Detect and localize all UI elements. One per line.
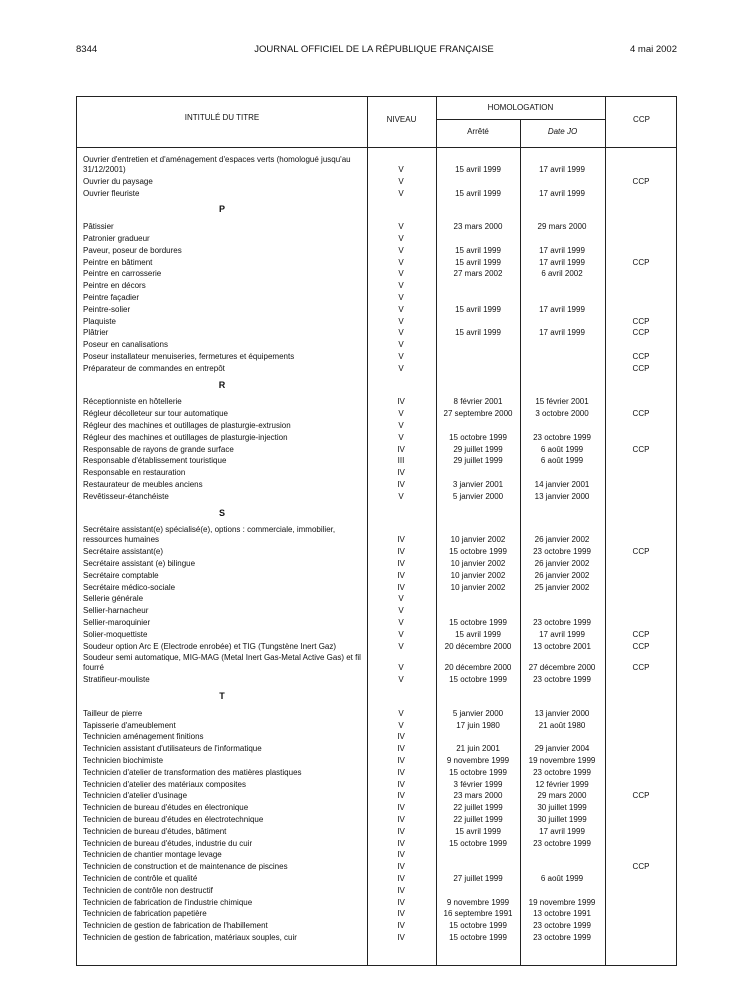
row-title-text: Technicien de fabrication de l'industrie chimique xyxy=(83,897,253,907)
cell-niveau: V xyxy=(398,165,404,174)
cell-arrete: 20 décembre 2000 xyxy=(444,663,512,673)
row-title xyxy=(83,258,363,268)
row-title-text: Technicien biochimiste xyxy=(83,756,164,765)
row-title xyxy=(83,630,363,640)
cell-date-jo: 23 octobre 1999 xyxy=(533,547,591,557)
cell-ccp: CCP xyxy=(632,316,650,326)
row-title-text: Secrétaire assistant (e) bilingue xyxy=(83,559,196,568)
cell-arrete: 15 avril 1999 xyxy=(455,245,501,255)
cell-date-jo: 25 janvier 2002 xyxy=(534,582,590,592)
row-title-text: Responsable d'établissement touristique xyxy=(83,456,227,466)
row-title xyxy=(83,571,363,581)
row-title xyxy=(83,874,363,884)
row-title xyxy=(83,744,363,754)
cell-niveau: V xyxy=(398,432,404,442)
cell-arrete: 23 mars 2000 xyxy=(453,791,503,801)
row-title xyxy=(83,281,363,291)
cell-date-jo: 6 août 1999 xyxy=(540,456,584,466)
row-title xyxy=(83,780,363,790)
row-title-text: Soudeur semi automatique, MIG-MAG (Metal Inert Gas-Metal Active Gas) et fil fourré xyxy=(83,653,361,673)
cell-arrete: 15 avril 1999 xyxy=(455,328,501,338)
cell-date-jo: 17 avril 1999 xyxy=(539,257,585,267)
cell-niveau: V xyxy=(398,594,404,604)
section-letter: S xyxy=(218,507,225,518)
cell-date-jo: 23 octobre 1999 xyxy=(533,675,591,685)
cell-arrete: 16 septembre 1991 xyxy=(443,909,513,919)
row-title-text: Technicien de bureau d'études, industrie du cuir xyxy=(83,838,253,848)
cell-niveau: V xyxy=(398,245,404,255)
cell-date-jo: 27 décembre 2000 xyxy=(528,663,596,673)
cell-date-jo: 15 février 2001 xyxy=(535,397,589,407)
cell-niveau: V xyxy=(398,188,404,198)
row-title xyxy=(83,709,363,719)
cell-arrete: 27 mars 2002 xyxy=(453,269,503,279)
cell-date-jo: 26 janvier 2002 xyxy=(534,535,590,545)
cell-arrete: 9 novembre 1999 xyxy=(446,756,510,765)
row-title-text: Technicien aménagement finitions xyxy=(83,732,204,742)
cell-arrete: 22 juillet 1999 xyxy=(453,803,503,813)
cell-niveau: IV xyxy=(397,756,405,765)
section-letter: T xyxy=(219,691,225,701)
row-title-text: Technicien assistant d'utilisateurs de l'informatique xyxy=(83,744,262,754)
cell-arrete: 10 janvier 2002 xyxy=(450,582,506,592)
header-ccp: CCP xyxy=(633,115,650,124)
cell-niveau: III xyxy=(397,456,405,466)
row-title xyxy=(83,234,363,244)
row-title-text: Pâtissier xyxy=(83,222,114,232)
cell-niveau: V xyxy=(398,629,404,639)
cell-date-jo: 3 octobre 2000 xyxy=(535,409,589,419)
cell-arrete: 15 avril 1999 xyxy=(455,165,501,174)
cell-niveau: IV xyxy=(397,767,405,777)
cell-arrete: 10 janvier 2002 xyxy=(450,559,506,568)
row-title xyxy=(83,675,363,685)
row-title-text: Peintre façadier xyxy=(83,293,140,302)
row-title-text: Sellier-maroquinier xyxy=(83,618,151,627)
cell-niveau: V xyxy=(398,675,404,685)
row-title xyxy=(83,933,363,943)
row-title xyxy=(83,583,363,593)
cell-niveau: IV xyxy=(397,803,405,813)
cell-arrete: 15 avril 1999 xyxy=(455,304,501,314)
cell-arrete: 15 octobre 1999 xyxy=(449,767,507,777)
cell-niveau: V xyxy=(398,618,404,627)
row-title xyxy=(83,456,363,466)
row-title xyxy=(83,886,363,896)
cell-niveau: V xyxy=(398,641,404,651)
cell-arrete: 17 juin 1980 xyxy=(456,720,500,730)
row-title-text: Peintre-solier xyxy=(83,304,131,314)
cell-niveau: V xyxy=(398,222,404,232)
row-title-text: Ouvrier d'entretien et d'aménagement d'espaces verts (homologué jusqu'au 31/12/2001) xyxy=(83,155,351,174)
cell-niveau: V xyxy=(398,293,404,302)
cell-niveau: V xyxy=(398,328,404,338)
cell-niveau: V xyxy=(398,340,404,350)
row-title xyxy=(83,397,363,407)
cell-date-jo: 29 mars 2000 xyxy=(537,222,587,232)
cell-ccp: CCP xyxy=(632,363,650,373)
row-title-text: Tapisserie d'ameublement xyxy=(83,720,176,730)
cell-niveau: V xyxy=(398,491,404,501)
cell-arrete: 5 janvier 2000 xyxy=(452,708,504,718)
row-title xyxy=(83,409,363,419)
cell-niveau: IV xyxy=(397,791,405,801)
cell-arrete: 20 décembre 2000 xyxy=(444,641,512,651)
row-title-text: Stratifieur-mouliste xyxy=(83,675,150,685)
cell-date-jo: 17 avril 1999 xyxy=(539,188,585,198)
row-title xyxy=(83,768,363,778)
cell-date-jo: 19 novembre 1999 xyxy=(528,756,596,765)
homologation-table xyxy=(76,96,677,966)
row-title xyxy=(83,421,363,431)
cell-date-jo: 26 janvier 2002 xyxy=(534,559,590,568)
cell-arrete: 5 janvier 2000 xyxy=(452,491,504,501)
cell-niveau: IV xyxy=(397,826,405,836)
row-title xyxy=(83,756,363,766)
cell-niveau: IV xyxy=(397,862,405,872)
row-title-text: Secrétaire comptable xyxy=(83,570,159,580)
row-title xyxy=(83,732,363,742)
cell-date-jo: 23 octobre 1999 xyxy=(533,767,591,777)
cell-niveau: IV xyxy=(397,897,405,907)
row-title xyxy=(83,492,363,502)
row-title-text: Technicien de gestion de fabrication de l'habillement xyxy=(83,921,268,931)
cell-date-jo: 29 mars 2000 xyxy=(537,791,587,801)
cell-date-jo: 17 avril 1999 xyxy=(539,328,585,338)
row-title-text: Technicien de construction et de maintenance de piscines xyxy=(83,862,288,872)
cell-niveau: V xyxy=(398,234,404,243)
row-title xyxy=(83,559,363,569)
cell-date-jo: 30 juillet 1999 xyxy=(537,815,587,824)
row-title-text: Technicien de chantier montage levage xyxy=(83,850,222,860)
cell-arrete: 15 octobre 1999 xyxy=(449,547,507,557)
cell-arrete: 15 octobre 1999 xyxy=(449,432,507,442)
header-niveau: NIVEAU xyxy=(386,115,417,124)
cell-niveau: IV xyxy=(397,850,405,860)
cell-arrete: 22 juillet 1999 xyxy=(453,815,503,824)
cell-arrete: 3 février 1999 xyxy=(453,779,503,789)
cell-arrete: 15 octobre 1999 xyxy=(449,933,507,942)
row-title-text: Technicien de bureau d'études en électronique xyxy=(83,803,249,813)
cell-date-jo: 29 janvier 2004 xyxy=(534,744,590,754)
row-title-text: Secrétaire médico-sociale xyxy=(83,582,176,592)
cell-niveau: IV xyxy=(397,921,405,931)
row-title-text: Sellier-harnacheur xyxy=(83,606,149,616)
row-title xyxy=(83,340,363,350)
cell-niveau: V xyxy=(398,363,404,373)
cell-ccp: CCP xyxy=(632,409,650,419)
cell-niveau: V xyxy=(398,352,404,361)
row-title xyxy=(83,909,363,919)
cell-date-jo: 23 octobre 1999 xyxy=(533,432,591,442)
cell-date-jo: 6 avril 2002 xyxy=(541,269,583,279)
row-title-text: Préparateur de commandes en entrepôt xyxy=(83,363,225,373)
cell-niveau: IV xyxy=(397,397,405,407)
cell-arrete: 15 avril 1999 xyxy=(455,826,501,836)
row-title-text: Ouvrier du paysage xyxy=(83,176,153,186)
cell-niveau: V xyxy=(398,409,404,419)
row-title-text: Réceptionniste en hôtellerie xyxy=(83,397,182,407)
cell-niveau: V xyxy=(398,421,404,430)
row-title xyxy=(83,839,363,849)
row-title xyxy=(83,433,363,443)
cell-niveau: IV xyxy=(397,444,405,454)
row-title xyxy=(83,827,363,837)
row-title xyxy=(83,222,363,232)
row-title xyxy=(83,189,363,199)
row-title xyxy=(83,791,363,801)
cell-ccp: CCP xyxy=(632,791,650,801)
row-title-text: Technicien de bureau d'études en électrotechnique xyxy=(83,815,264,824)
cell-date-jo: 19 novembre 1999 xyxy=(528,897,596,907)
cell-arrete: 3 janvier 2001 xyxy=(452,480,504,489)
row-title xyxy=(83,618,363,628)
cell-arrete: 15 avril 1999 xyxy=(455,188,501,198)
cell-niveau: V xyxy=(398,663,404,673)
cell-niveau: V xyxy=(398,304,404,314)
row-title-text: Restaurateur de meubles anciens xyxy=(83,480,203,489)
row-title xyxy=(83,921,363,931)
cell-date-jo: 12 février 1999 xyxy=(535,779,589,789)
cell-arrete: 27 septembre 2000 xyxy=(443,409,513,419)
cell-ccp: CCP xyxy=(632,352,650,361)
cell-niveau: IV xyxy=(397,779,405,789)
cell-niveau: IV xyxy=(397,838,405,848)
row-title xyxy=(83,653,363,673)
cell-arrete: 27 juillet 1999 xyxy=(453,874,503,883)
row-title-text: Technicien d'atelier des matériaux composites xyxy=(83,779,246,789)
row-title-text: Technicien de fabrication papetière xyxy=(83,909,207,919)
header-homologation: HOMOLOGATION xyxy=(487,103,554,112)
cell-arrete: 15 octobre 1999 xyxy=(449,921,507,931)
cell-niveau: V xyxy=(398,176,404,186)
cell-niveau: IV xyxy=(397,815,405,824)
row-title-text: Peintre en décors xyxy=(83,281,146,291)
row-title xyxy=(83,328,363,338)
row-title-text: Peintre en carrosserie xyxy=(83,269,162,279)
cell-niveau: IV xyxy=(397,933,405,942)
row-title-text: Plâtrier xyxy=(83,328,109,338)
cell-date-jo: 6 août 1999 xyxy=(540,874,584,883)
cell-arrete: 8 février 2001 xyxy=(453,397,503,407)
header-arrete: Arrêté xyxy=(467,127,489,136)
row-title xyxy=(83,850,363,860)
cell-date-jo: 13 janvier 2000 xyxy=(534,708,590,718)
cell-niveau: V xyxy=(398,269,404,279)
row-title-text: Soudeur option Arc E (Electrode enrobée) et TIG (Tungstène Inert Gaz) xyxy=(83,641,337,651)
cell-arrete: 15 octobre 1999 xyxy=(449,675,507,685)
row-title-text: Sellerie générale xyxy=(83,594,144,604)
cell-date-jo: 21 août 1980 xyxy=(538,720,586,730)
cell-arrete: 23 mars 2000 xyxy=(453,222,503,232)
cell-arrete: 15 octobre 1999 xyxy=(449,838,507,848)
row-title xyxy=(83,594,363,604)
cell-arrete: 9 novembre 1999 xyxy=(446,897,510,907)
row-title xyxy=(83,525,363,545)
section-letter: P xyxy=(218,204,225,215)
cell-ccp: CCP xyxy=(632,629,650,639)
row-title-text: Technicien de contrôle non destructif xyxy=(83,885,213,895)
cell-date-jo: 17 avril 1999 xyxy=(539,629,585,639)
row-title xyxy=(83,364,363,374)
row-title-text: Technicien d'atelier de transformation des matières plastiques xyxy=(83,767,302,777)
row-title-text: Technicien de gestion de fabrication, matériaux souples, cuir xyxy=(83,933,297,942)
row-title-text: Paveur, poseur de bordures xyxy=(83,245,182,255)
row-title xyxy=(83,293,363,303)
cell-niveau: IV xyxy=(397,732,405,742)
cell-arrete: 29 juillet 1999 xyxy=(453,444,503,454)
row-title-text: Responsable de rayons de grande surface xyxy=(83,444,234,454)
row-title-text: Technicien de contrôle et qualité xyxy=(83,874,198,883)
cell-date-jo: 17 avril 1999 xyxy=(539,165,585,174)
row-title-text: Technicien de bureau d'études, bâtiment xyxy=(83,826,227,836)
row-title xyxy=(83,155,363,175)
cell-niveau: V xyxy=(398,257,404,267)
cell-date-jo: 13 octobre 1991 xyxy=(533,909,591,919)
cell-niveau: IV xyxy=(397,480,405,489)
cell-niveau: V xyxy=(398,720,404,730)
cell-niveau: V xyxy=(398,281,404,291)
cell-arrete: 10 janvier 2002 xyxy=(450,535,506,545)
cell-niveau: IV xyxy=(397,559,405,568)
cell-niveau: IV xyxy=(397,535,405,545)
row-title xyxy=(83,642,363,652)
row-title-text: Poseur installateur menuiseries, fermetures et équipements xyxy=(83,352,295,361)
row-title-text: Solier-moquettiste xyxy=(83,629,148,639)
cell-date-jo: 23 octobre 1999 xyxy=(533,838,591,848)
row-title xyxy=(83,898,363,908)
table-body xyxy=(77,97,678,967)
cell-niveau: V xyxy=(398,606,404,616)
cell-niveau: IV xyxy=(397,885,405,895)
row-title-text: Tailleur de pierre xyxy=(83,708,143,718)
section-letter: R xyxy=(218,379,226,390)
cell-arrete: 15 octobre 1999 xyxy=(449,618,507,627)
row-title xyxy=(83,803,363,813)
row-title xyxy=(83,269,363,279)
row-title-text: Technicien d'atelier d'usinage xyxy=(83,791,188,801)
cell-date-jo: 13 octobre 2001 xyxy=(533,641,591,651)
cell-date-jo: 30 juillet 1999 xyxy=(537,803,587,813)
row-title-text: Poseur en canalisations xyxy=(83,340,168,350)
row-title-text: Peintre en bâtiment xyxy=(83,257,153,267)
row-title xyxy=(83,352,363,362)
cell-date-jo: 23 octobre 1999 xyxy=(533,933,591,942)
cell-date-jo: 14 janvier 2001 xyxy=(534,480,590,489)
row-title-text: Régleur décolleteur sur tour automatique xyxy=(83,409,228,419)
cell-niveau: IV xyxy=(397,744,405,754)
cell-ccp: CCP xyxy=(632,444,650,454)
row-title xyxy=(83,815,363,825)
row-title-text: Plaquiste xyxy=(83,316,116,326)
page-date: 4 mai 2002 xyxy=(629,44,677,55)
row-title-text: Patronier gradueur xyxy=(83,234,150,243)
row-title xyxy=(83,862,363,872)
row-title xyxy=(83,606,363,616)
cell-date-jo: 23 octobre 1999 xyxy=(533,618,591,627)
cell-date-jo: 17 avril 1999 xyxy=(539,304,585,314)
row-title-text: Régleur des machines et outillages de plasturgie-extrusion xyxy=(83,421,291,430)
cell-ccp: CCP xyxy=(632,328,650,338)
row-title-text: Secrétaire assistant(e) xyxy=(83,547,164,557)
row-title-text: Revêtisseur-étanchéiste xyxy=(83,491,169,501)
cell-date-jo: 17 avril 1999 xyxy=(539,826,585,836)
cell-niveau: IV xyxy=(397,874,405,883)
row-title xyxy=(83,445,363,455)
cell-ccp: CCP xyxy=(632,663,650,673)
cell-arrete: 15 avril 1999 xyxy=(455,257,501,267)
cell-niveau: IV xyxy=(397,570,405,580)
cell-niveau: IV xyxy=(397,468,405,478)
row-title-text: Responsable en restauration xyxy=(83,468,186,478)
page-number: 8344 xyxy=(76,44,98,55)
cell-arrete: 29 juillet 1999 xyxy=(453,456,503,466)
row-title xyxy=(83,547,363,557)
row-title xyxy=(83,246,363,256)
row-title xyxy=(83,305,363,315)
row-title xyxy=(83,480,363,490)
header-date-jo: Date JO xyxy=(547,127,578,136)
cell-date-jo: 6 août 1999 xyxy=(540,444,584,454)
cell-date-jo: 26 janvier 2002 xyxy=(534,570,590,580)
cell-ccp: CCP xyxy=(632,547,650,557)
journal-title: JOURNAL OFFICIEL DE LA RÉPUBLIQUE FRANÇAISE xyxy=(254,44,494,55)
cell-date-jo: 23 octobre 1999 xyxy=(533,921,591,931)
cell-niveau: V xyxy=(398,316,404,326)
header-intitule: INTITULÉ DU TITRE xyxy=(184,113,260,122)
row-title-text: Ouvrier fleuriste xyxy=(83,188,140,198)
cell-arrete: 21 juin 2001 xyxy=(456,744,500,754)
cell-ccp: CCP xyxy=(632,257,650,267)
cell-niveau: IV xyxy=(397,582,405,592)
cell-date-jo: 17 avril 1999 xyxy=(539,245,585,255)
row-title xyxy=(83,317,363,327)
cell-arrete: 15 avril 1999 xyxy=(455,629,501,639)
cell-niveau: V xyxy=(398,708,404,718)
cell-ccp: CCP xyxy=(632,176,650,186)
cell-niveau: IV xyxy=(397,547,405,557)
cell-ccp: CCP xyxy=(632,862,650,872)
row-title xyxy=(83,721,363,731)
row-title-text: Régleur des machines et outillages de plasturgie-injection xyxy=(83,432,288,442)
cell-arrete: 10 janvier 2002 xyxy=(450,570,506,580)
row-title xyxy=(83,468,363,478)
row-title-text: Secrétaire assistant(e) spécialisé(e), options : commerciale, immobilier, ressources humaines xyxy=(83,525,336,545)
cell-date-jo: 13 janvier 2000 xyxy=(534,491,590,501)
row-title xyxy=(83,177,363,187)
cell-ccp: CCP xyxy=(632,641,650,651)
cell-niveau: IV xyxy=(397,909,405,919)
